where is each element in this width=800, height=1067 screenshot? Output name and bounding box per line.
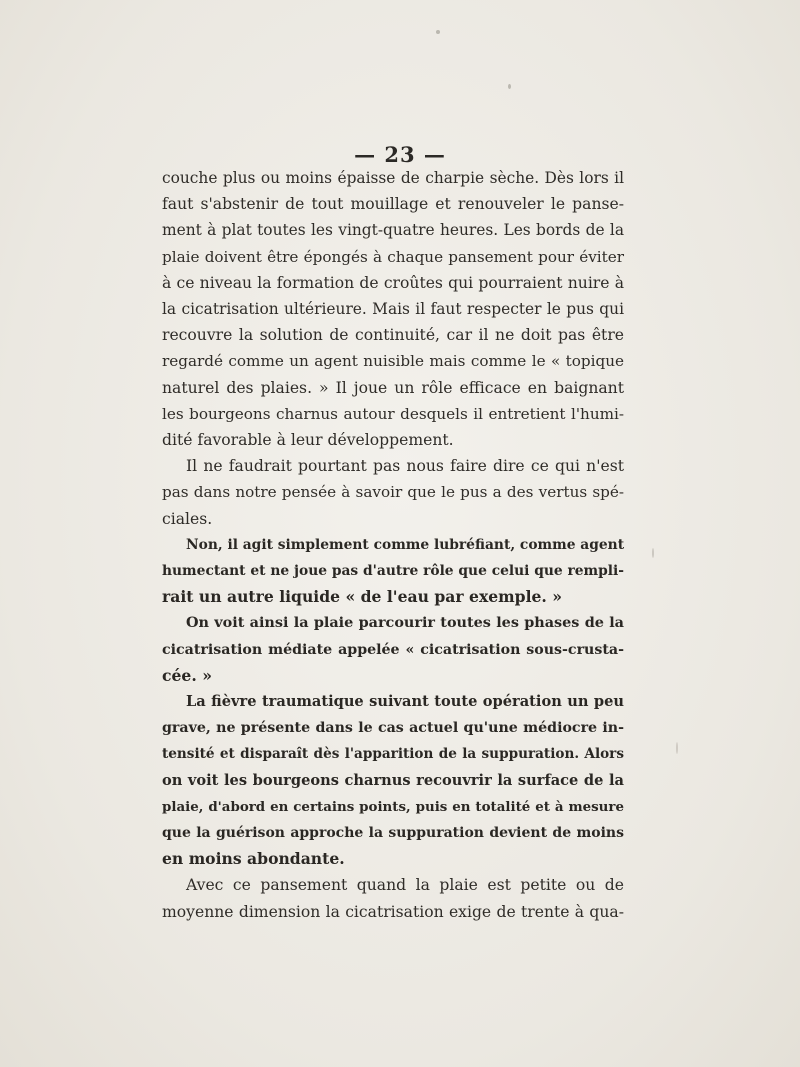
paragraph <box>162 872 624 924</box>
text-line: ment à plat toutes les vingt-quatre heures. Les bords de la <box>162 221 624 240</box>
text-line: La fièvre traumatique suivant toute opération un peu <box>186 693 624 711</box>
paragraph <box>162 453 624 532</box>
text-line: moyenne dimension la cicatrisation exige de trente à qua- <box>162 902 624 921</box>
text-line: recouvre la solution de continuité, car il ne doit pas être <box>162 326 624 345</box>
text-line: dité favorable à leur développement. <box>162 431 454 450</box>
text-line: regardé comme un agent nuisible mais comme le « topique <box>162 352 624 371</box>
text-line: On voit ainsi la plaie parcourir toutes les phases de la <box>186 614 624 632</box>
text-line: ciales. <box>162 509 213 528</box>
text-line: Non, il agit simplement comme lubréfiant, comme agent <box>186 536 625 553</box>
text-line: tensité et disparaît dès l'apparition de la suppuration. Alors <box>162 746 624 763</box>
body-text <box>162 165 624 925</box>
paragraph <box>162 689 624 872</box>
paragraph <box>162 610 624 689</box>
paper-speck <box>652 548 654 558</box>
text-line: pas dans notre pensée à savoir que le pus a des vertus spé- <box>162 483 624 502</box>
paper-speck <box>676 742 678 754</box>
text-line: en moins abondante. <box>162 849 345 869</box>
text-line: cée. » <box>162 665 212 685</box>
text-line: les bourgeons charnus autour desquels il entretient l'humi- <box>162 404 624 423</box>
paper-speck <box>508 84 511 89</box>
paragraph <box>162 532 624 611</box>
text-line: Avec ce pansement quand la plaie est petite ou de <box>186 876 624 895</box>
page-number: — 23 — <box>354 142 446 167</box>
text-line: Il ne faudrait pourtant pas nous faire dire ce qui n'est <box>186 457 624 476</box>
text-line: plaie doivent être épongés à chaque pansement pour éviter <box>162 247 624 266</box>
text-line: que la guérison approche la suppuration devient de moins <box>162 825 624 842</box>
text-line: la cicatrisation ultérieure. Mais il faut respecter le pus qui <box>162 300 624 319</box>
text-line: grave, ne présente dans le cas actuel qu'une médiocre in- <box>162 720 624 737</box>
text-line: couche plus ou moins épaisse de charpie sèche. Dès lors il <box>162 169 624 187</box>
paragraph <box>162 165 624 453</box>
text-line: on voit les bourgeons charnus recouvrir la surface de la <box>162 771 624 789</box>
text-line: faut s'abstenir de tout mouillage et renouveler le panse- <box>162 195 624 214</box>
text-line: naturel des plaies. » Il joue un rôle efficace en baignant <box>162 378 624 397</box>
text-line: cicatrisation médiate appelée « cicatrisation sous-crusta- <box>162 641 624 658</box>
text-line: plaie, d'abord en certains points, puis en totalité et à mesure <box>162 798 624 815</box>
paper-speck <box>436 30 440 34</box>
text-line: rait un autre liquide « de l'eau par exemple. » <box>162 587 563 607</box>
text-line: à ce niveau la formation de croûtes qui pourraient nuire à <box>162 273 624 292</box>
text-line: humectant et ne joue pas d'autre rôle que celui que rempli- <box>162 563 624 580</box>
